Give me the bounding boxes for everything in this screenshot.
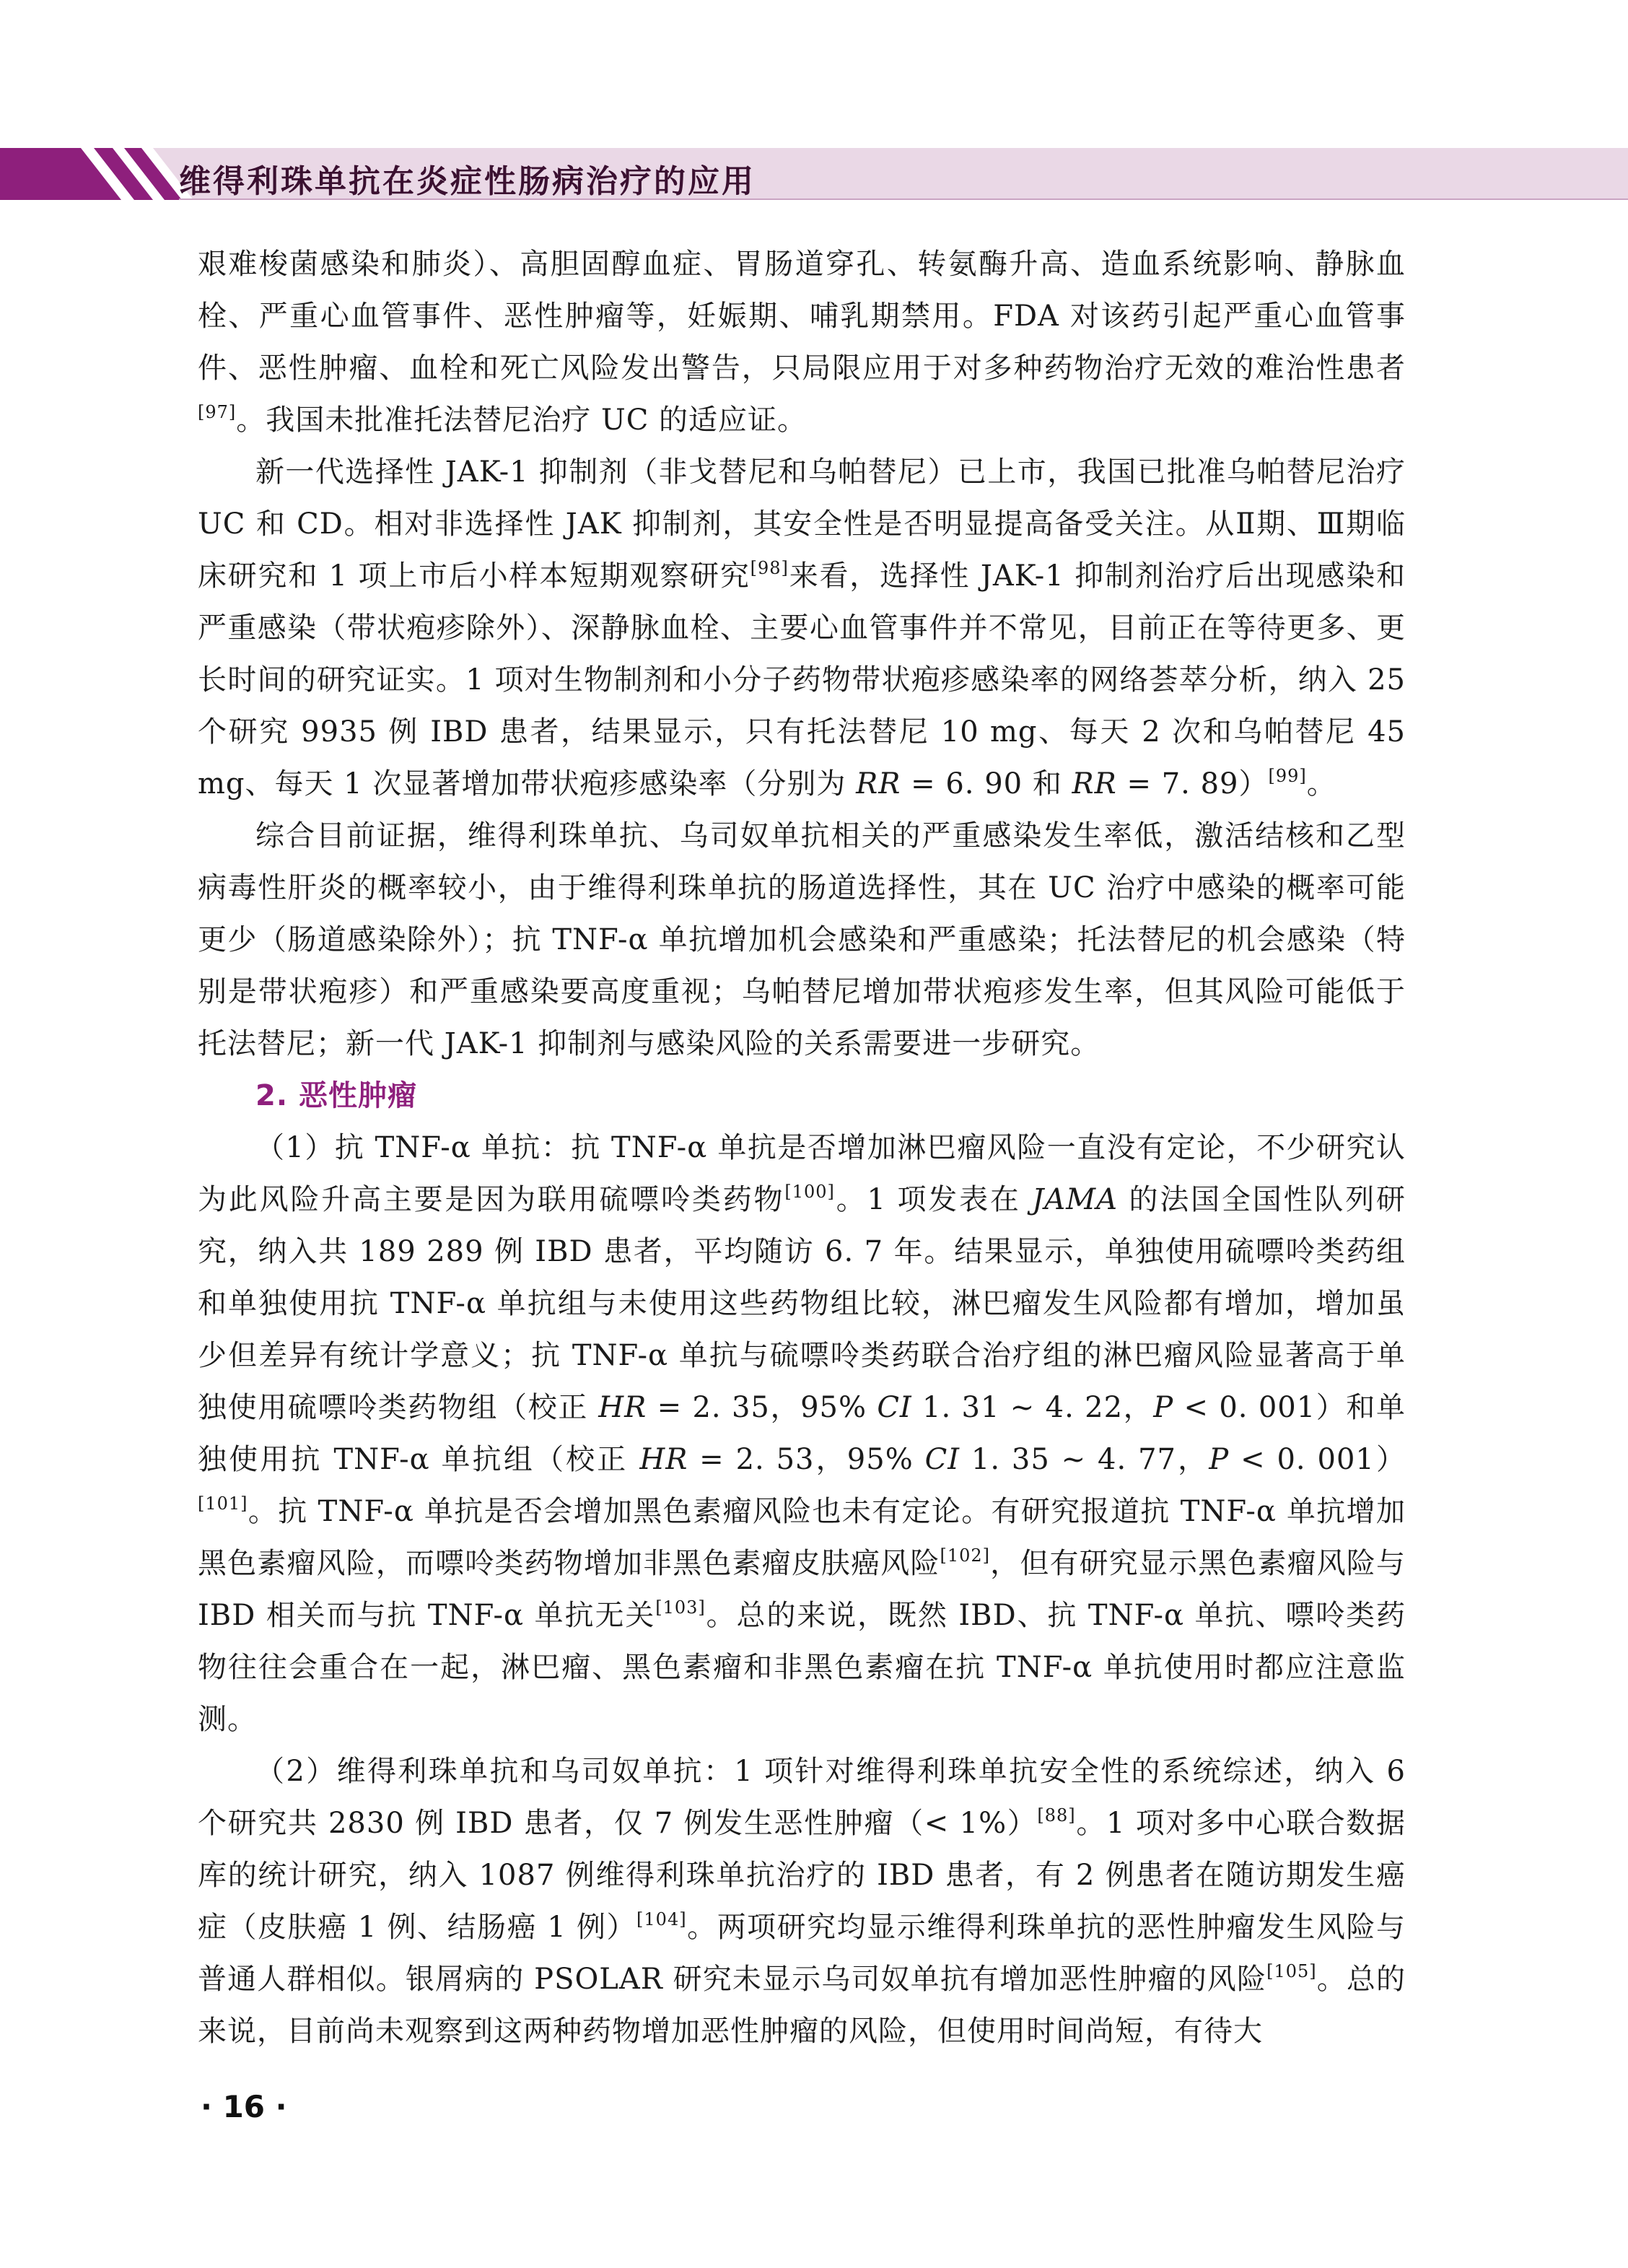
paragraph-3: 综合目前证据，维得利珠单抗、乌司奴单抗相关的严重感染发生率低，激活结核和乙型病毒性肝炎的概率较小，由于维得利珠单抗的肠道选择性，其在 UC 治疗中感染的概率可能更少（肠道感染除外）；抗 TNF-α 单抗增加机会感染和严重感染；托法替尼的机会感染（特别是带状疱疹）和严重感染要高度重视；乌帕替尼增加带状疱疹发生率，但其风险可能低于托法替尼；新一代 JAK-1 抑制剂与感染风险的关系需要进一步研究。 <box>198 819 1406 1060</box>
citation-99: [99] <box>1268 766 1307 786</box>
citation-97: [97] <box>198 402 237 422</box>
body-text <box>198 238 1406 2057</box>
citation-88: [88] <box>1037 1805 1076 1826</box>
citation-104: [104] <box>636 1909 687 1929</box>
paragraph-1: 艰难梭菌感染和肺炎）、高胆固醇血症、胃肠道穿孔、转氨酶升高、造血系统影响、静脉血栓、严重心血管事件、恶性肿瘤等，妊娠期、哺乳期禁用。FDA 对该药引起严重心血管事件、恶性肿瘤、血栓和死亡风险发出警告，只局限应用于对多种药物治疗无效的难治性患者[97]。我国未批准托法替尼治疗 UC 的适应证。 <box>198 248 1406 437</box>
citation-100: [100] <box>784 1182 835 1202</box>
journal-name: JAMA <box>1032 1183 1119 1216</box>
citation-103: [103] <box>655 1597 706 1618</box>
paragraph-5: （2）维得利珠单抗和乌司奴单抗：1 项针对维得利珠单抗安全性的系统综述，纳入 6 个研究共 2830 例 IBD 患者，仅 7 例发生恶性肿瘤（< 1%）[88]。1 项对多中心联合数据库的统计研究，纳入 1087 例维得利珠单抗治疗的 IBD 患者，有 2 例患者在随访期发生癌症（皮肤癌 1 例、结肠癌 1 例）[104]。两项研究均显示维得利珠单抗的恶性肿瘤发生风险与普通人群相似。银屑病的 PSOLAR 研究未显示乌司奴单抗有增加恶性肿瘤的风险[105]。总的来说，目前尚未观察到这两种药物增加恶性肿瘤的风险，但使用时间尚短，有待大 <box>198 1755 1406 2048</box>
paragraph-4: （1）抗 TNF-α 单抗：抗 TNF-α 单抗是否增加淋巴瘤风险一直没有定论，不少研究认为此风险升高主要是因为联用硫嘌呤类药物[100]。1 项发表在 JAMA 的法国全国性队列研究，纳入共 189 289 例 IBD 患者，平均随访 6. 7 年。结果显示，单独使用硫嘌呤类药组和单独使用抗 TNF-α 单抗组与未使用这些药物组比较，淋巴瘤发生风险都有增加，增加虽少但差异有统计学意义；抗 TNF-α 单抗与硫嘌呤类药联合治疗组的淋巴瘤风险显著高于单独使用硫嘌呤类药物组（校正 HR = 2. 35，95% CI 1. 31 ~ 4. 22，P < 0. 001）和单独使用抗 TNF-α 单抗组（校正 HR = 2. 53，95% CI 1. 35 ~ 4. 77，P < 0. 001）[101]。抗 TNF-α 单抗是否会增加黑色素瘤风险也未有定论。有研究报道抗 TNF-α 单抗增加黑色素瘤风险，而嘌呤类药物增加非黑色素瘤皮肤癌风险[102]，但有研究显示黑色素瘤风险与 IBD 相关而与抗 TNF-α 单抗无关[103]。总的来说，既然 IBD、抗 TNF-α 单抗、嘌呤类药物往往会重合在一起，淋巴瘤、黑色素瘤和非黑色素瘤在抗 TNF-α 单抗使用时都应注意监测。 <box>198 1131 1406 1736</box>
running-title: 维得利珠单抗在炎症性肠病治疗的应用 <box>179 163 756 200</box>
citation-102: [102] <box>940 1545 991 1566</box>
citation-105: [105] <box>1266 1961 1317 1981</box>
section-heading-malignancy: 2. 恶性肿瘤 <box>255 1079 417 1112</box>
paragraph-2: 新一代选择性 JAK-1 抑制剂（非戈替尼和乌帕替尼）已上市，我国已批准乌帕替尼治疗 UC 和 CD。相对非选择性 JAK 抑制剂，其安全性是否明显提高备受关注。从Ⅱ期、Ⅲ期临床研究和 1 项上市后小样本短期观察研究[98]来看，选择性 JAK-1 抑制剂治疗后出现感染和严重感染（带状疱疹除外）、深静脉血栓、主要心血管事件并不常见，目前正在等待更多、更长时间的研究证实。1 项对生物制剂和小分子药物带状疱疹感染率的网络荟萃分析，纳入 25 个研究 9935 例 IBD 患者，结果显示，只有托法替尼 10 mg、每天 2 次和乌帕替尼 45 mg、每天 1 次显著增加带状疱疹感染率（分别为 RR = 6. 90 和 RR = 7. 89）[99]。 <box>198 455 1406 801</box>
citation-101: [101] <box>198 1493 248 1514</box>
page-number: · 16 · <box>201 2089 287 2124</box>
citation-98: [98] <box>750 558 789 578</box>
